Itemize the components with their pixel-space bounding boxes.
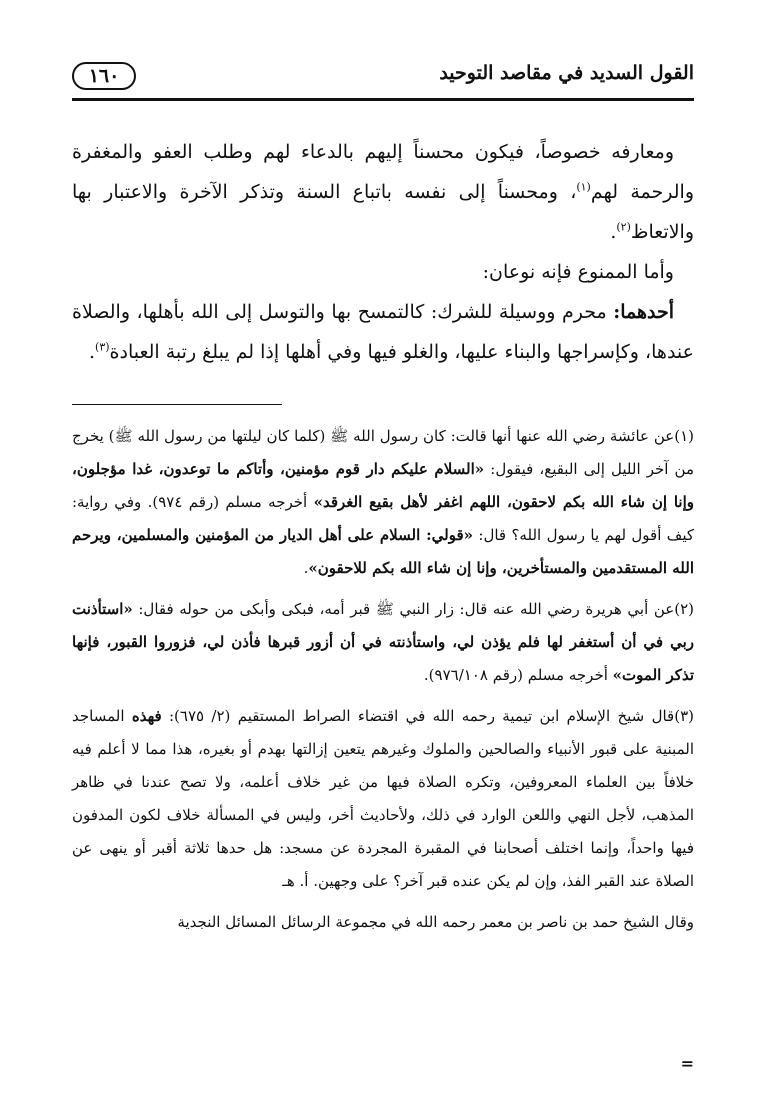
text-run: عن أبي هريرة رضي الله عنه قال: زار النبي ﷺ قبر أمه، فبكى وأبكى من حوله فقال: [132,600,675,618]
footnote-separator [72,404,282,405]
page-header [72,58,694,98]
text-run: . [303,559,309,577]
text-run: أخرجه مسلم (رقم ٩٧٤). وفي رواية: كيف أقول لهم يا رسول الله؟ قال: [72,493,694,544]
text-run: المساجد المبنية على قبور الأنبياء والصالحين والملوك وغيرهم يتعين إزالتها بهدم أو بغيره، هذا مما لا أعلم فيه خلافاً بين العلماء المعروفين، وتكره الصلاة فيها من غير خلاف أعلمه، ولا تصح عندنا في ظاهر المذهب، لأجل النهي واللعن الوارد في ذلك، ولأحاديث أخر، وليس في المسألة خلاف لكون المدفون فيها واحداً، وإنما اختلف أصحابنا في المقبرة المجردة عن مسجد: هل حدها ثلاثة أقبر أو ينهى عن الصلاة عند القبر الفذ، وإن لم يكن عنده قبر آخر؟ على وجهين. أ. هـ [72,707,694,890]
footnotes [72,420,694,947]
text-run: . [610,221,617,243]
hadith-quote: «السلام عليكم دار قوم مؤمنين، وأتاكم ما توعدون، غدا مؤجلون، وإنا إن شاء الله بكم لاحقون، اللهم اغفر لأهل بقيع الغرقد» [72,460,694,511]
text-run: قال شيخ الإسلام ابن تيمية رحمه الله في اقتضاء الصراط المستقيم (٢/ ٦٧٥): [161,707,675,725]
paragraph-lead: أحدهما: [613,301,674,323]
text-run: محرم ووسيلة للشرك: كالتمسح بها والتوسل إلى الله بأهلها، والصلاة عندها، وكإسراجها والبناء عليها، والغلو فيها وفي أهلها إذا لم يبلغ رتبة العبادة [72,301,694,363]
paragraph-3 [72,292,694,372]
footnote-ref-2[interactable]: (٢) [616,220,631,234]
text-run: أخرجه مسلم (رقم ٩٧٦/١٠٨). [423,666,613,684]
footnote-number: (٢) [674,600,694,618]
text-run: . [88,341,96,363]
hadith-quote: «استأذنت ربي في أن أستغفر لها فلم يؤذن لي، واستأذنته في أن أزور قبرها فأذن لي، فزوروا القبور، فإنها تذكر الموت» [72,600,694,684]
hadith-quote: «قولي: السلام على أهل الديار من المؤمنين والمسلمين، ويرحم الله المستقدمين والمستأخرين، وإنا إن شاء الله بكم للاحقون» [72,526,694,577]
text-run: عن عائشة رضي الله عنها أنها قالت: كان رسول الله ﷺ (كلما كان ليلتها من رسول الله ﷺ) يخرج من آخر الليل إلى البقيع، فيقول: [72,427,694,478]
footnote-4: وقال الشيخ حمد بن ناصر بن معمر رحمه الله في مجموعة الرسائل المسائل النجدية [177,913,694,931]
page-number: ١٦٠ [72,62,136,90]
text-run: ، ومحسناً إلى نفسه باتباع السنة وتذكر الآخرة والاعتبار بها والاتعاظ [72,181,694,243]
quote-start: فهذه [131,707,162,725]
footnote-3 [72,700,694,898]
paragraph-1 [72,132,694,252]
header-rule [72,98,694,101]
paragraph-2: وأما الممنوع فإنه نوعان: [482,261,674,283]
footnote-number: (١) [674,427,694,445]
running-title: القول السديد في مقاصد التوحيد [439,62,694,84]
main-text [72,132,694,372]
footnote-1 [72,420,694,585]
continuation-mark: = [680,1054,694,1073]
text-run: ومعارفه خصوصاً، فيكون محسناً إليهم بالدعاء لهم وطلب العفو والمغفرة والرحمة لهم [72,141,694,203]
footnote-ref-3[interactable]: (٣) [95,340,110,354]
footnote-number: (٣) [674,707,694,725]
footnote-2 [72,593,694,692]
footnote-ref-1[interactable]: (١) [576,180,591,194]
